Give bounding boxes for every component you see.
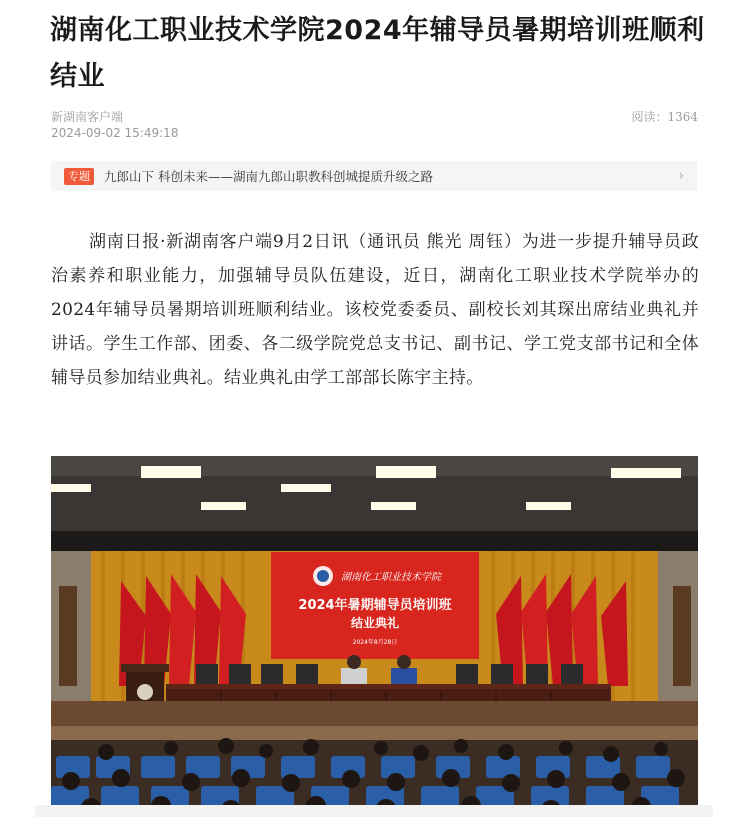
ceiling-light [51,484,91,492]
ceiling-light [371,502,416,510]
topic-banner[interactable] [51,161,697,191]
ceiling-light [376,466,436,478]
banner-school-name: 湖南化工职业技术学院 [341,572,441,583]
banner-title: 2024年暑期辅导员培训班 [298,598,452,613]
bottom-divider [35,805,713,817]
article-source[interactable]: 新湖南客户端 [51,110,124,124]
banner-subtitle: 结业典礼 [350,616,400,630]
ceiling-light [281,484,331,492]
ceiling-light [611,468,681,478]
article-timestamp: 2024-09-02 15:49:18 [51,126,179,140]
topic-tag: 专题 [64,168,94,185]
ceiling-light [201,502,246,510]
topic-link-text[interactable]: 九郎山下 科创未来——湖南九郎山职教科创城提质升级之路 [104,169,433,184]
article-title: 湖南化工职业技术学院2024年辅导员暑期培训班顺利结业 [50,15,705,92]
ceiling-light [141,466,201,478]
stage-header [51,531,698,551]
ceiling-light [526,502,571,510]
article-paragraph: 湖南日报·新湖南客户端9月2日讯（通讯员 熊光 周钰）为进一步提升辅导员政治素养和职业能力，加强辅导员队伍建设，近日，湖南化工职业技术学院举办的2024年辅导员暑期培训班顺利结业。该校党委委员、副校长刘其琛出席结业典礼并讲话。学生工作部、团委、各二级学院党总支书记、副书记、学工党支部书记和全体辅导员参加结业典礼。结业典礼由学工部部长陈宇主持。 [51,232,699,388]
article-photo[interactable] [51,456,698,817]
banner-date: 2024年8月28日 [352,639,398,646]
chevron-right-icon: › [678,168,684,184]
read-count: 阅读：1364 [631,110,698,124]
